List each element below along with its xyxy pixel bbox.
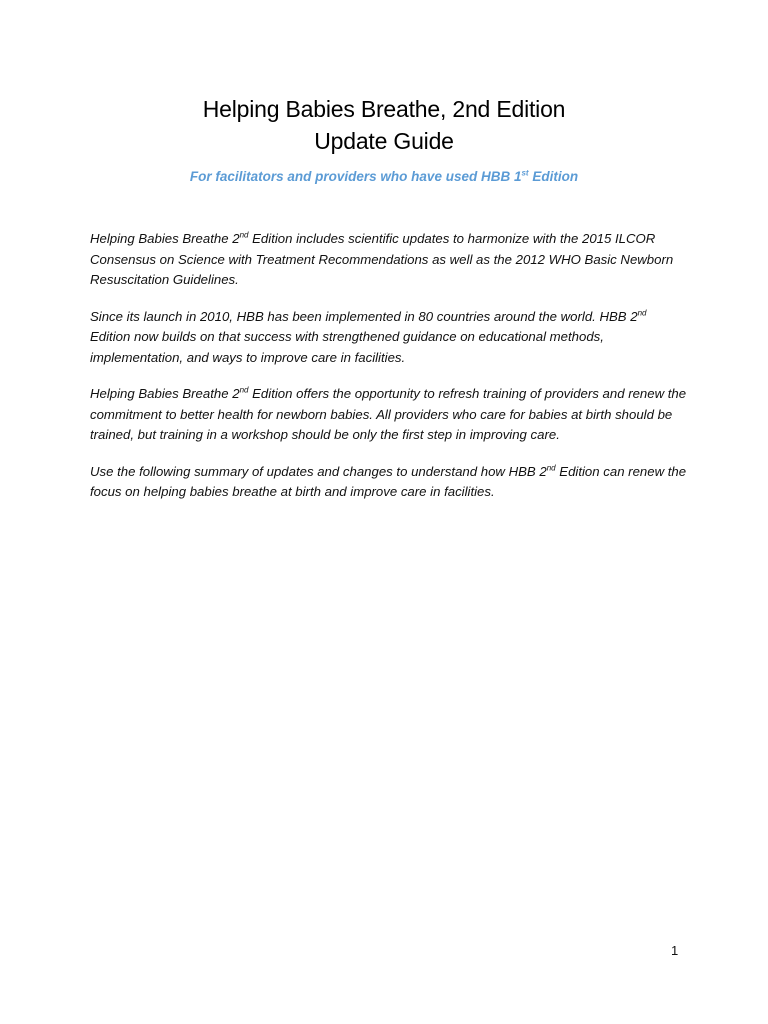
paragraph-4-superscript: nd bbox=[546, 463, 556, 473]
paragraph-2-text: Since its launch in 2010, HBB has been implemented in 80 countries around the world. HBB 2 bbox=[90, 308, 638, 324]
paragraph-2-superscript: nd bbox=[637, 308, 647, 318]
body-text bbox=[90, 229, 690, 519]
title-block bbox=[0, 93, 768, 157]
subtitle-superscript: st bbox=[521, 168, 529, 178]
paragraph-4-text: Use the following summary of updates and changes to understand how HBB 2 bbox=[90, 463, 547, 479]
paragraph-1-text: Helping Babies Breathe 2 bbox=[90, 231, 240, 246]
paragraph-3-text: Helping Babies Breathe 2 bbox=[90, 386, 240, 401]
page-number: 1 bbox=[671, 943, 679, 958]
paragraph-1-superscript: nd bbox=[239, 230, 249, 240]
paragraph-3-text-end: Edition offers the opportunity to refresh training of providers and renew the commitment to better health for newborn babies. All providers who care for babies at birth should be trained, but training in a workshop should be only the first step in improving care. bbox=[90, 386, 687, 442]
paragraph-1 bbox=[90, 229, 690, 291]
paragraph-2-text-end: Edition now builds on that success with strengthened guidance on educational methods, implementation, and ways to improve care in facilities. bbox=[90, 329, 604, 365]
document-title-line-2: Update Guide bbox=[314, 128, 454, 154]
paragraph-3 bbox=[90, 384, 690, 446]
document-title-line-1: Helping Babies Breathe, 2nd Edition bbox=[202, 96, 566, 122]
paragraph-3-superscript: nd bbox=[239, 385, 249, 395]
paragraph-1-text-end: Edition includes scientific updates to harmonize with the 2015 ILCOR Consensus on Science with Treatment Recommendations as well as the 2012 WHO Basic Newborn Resuscitation Guidelines. bbox=[90, 231, 674, 287]
paragraph-4-text-end: Edition can renew the focus on helping babies breathe at birth and improve care in facilities. bbox=[90, 463, 687, 499]
subtitle-text: For facilitators and providers who have used HBB 1 bbox=[189, 169, 522, 184]
paragraph-2 bbox=[90, 307, 690, 369]
document-subtitle bbox=[0, 169, 768, 184]
subtitle-text-end: Edition bbox=[528, 169, 579, 184]
paragraph-4 bbox=[90, 462, 690, 503]
